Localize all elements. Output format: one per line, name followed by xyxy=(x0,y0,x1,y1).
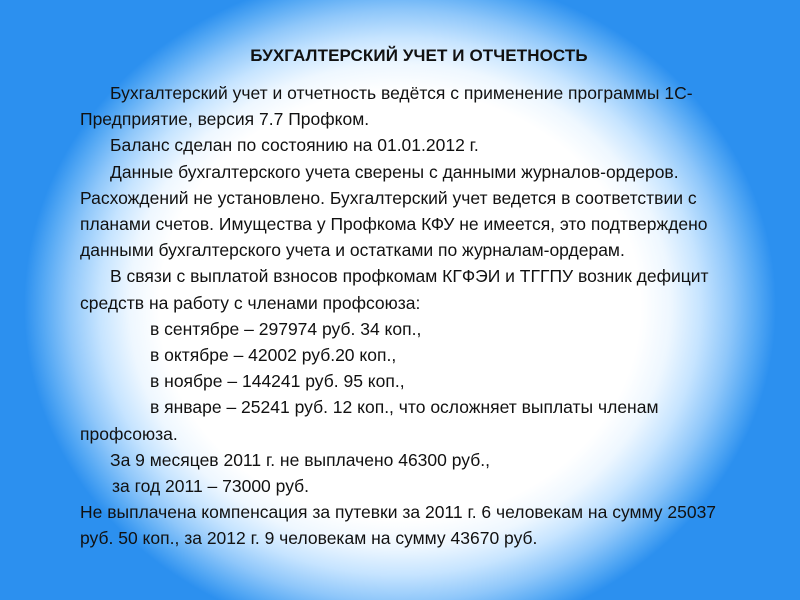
paragraph-reconciliation: Данные бухгалтерского учета сверены с данными журналов-ордеров. Расхождений не установлено. Бухгалтерский учет ведется в соответствии с планами счетов. Имущества у Профкома КФУ не имеется, это подтверждено данными бухгалтерского учета и остатками по журналам-ордерам. xyxy=(80,161,708,261)
slide-body xyxy=(80,80,748,552)
deficit-item-october: в октябре – 42002 руб.20 коп., xyxy=(150,345,397,366)
deficit-item-november: в ноябре – 144241 руб. 95 коп., xyxy=(150,371,405,392)
deficit-item-january: в январе – 25241 руб. 12 коп., что осложняет выплаты членам профсоюза. xyxy=(80,397,659,444)
deficit-item-september: в сентябре – 297974 руб. 34 коп., xyxy=(150,318,422,339)
paragraph-software: Бухгалтерский учет и отчетность ведётся с применение программы 1С-Предприятие, версия 7.7 Профком. xyxy=(80,83,693,130)
paragraph-unpaid-9-months: За 9 месяцев 2011 г. не выплачено 46300 руб., xyxy=(110,449,490,470)
paragraph-unpaid-year: за год 2011 – 73000 руб. xyxy=(112,476,310,497)
page-title: БУХГАЛТЕРСКИЙ УЧЕТ И ОТЧЕТНОСТЬ xyxy=(250,46,588,65)
paragraph-deficit: В связи с выплатой взносов профкомам КГФЭИ и ТГГПУ возник дефицит средств на работу с членами профсоюза: xyxy=(80,266,709,313)
paragraph-voucher-compensation: Не выплачена компенсация за путевки за 2011 г. 6 человекам на сумму 25037 руб. 50 коп., за 2012 г. 9 человекам на сумму 43670 руб. xyxy=(80,502,717,549)
paragraph-balance-date: Баланс сделан по состоянию на 01.01.2012 г. xyxy=(110,135,479,156)
